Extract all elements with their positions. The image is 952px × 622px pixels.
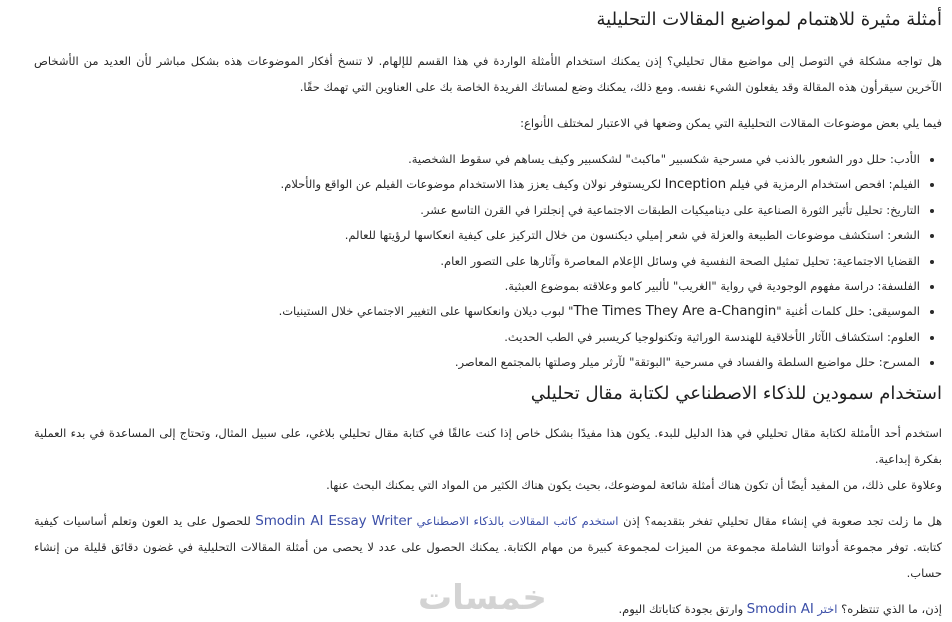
paragraph-text: وارتق بجودة كتاباتك اليوم. — [618, 601, 747, 616]
section-heading-examples: أمثلة مثيرة للاهتمام لمواضيع المقالات التحليلية — [596, 9, 942, 30]
list-item: • التاريخ: تحليل تأثير الثورة الصناعية على ديناميكيات الطبقات الاجتماعية في إنجلترا في القرن التاسع عشر. — [34, 198, 920, 223]
item-text: لكريستوفر نولان وكيف يعزز هذا الاستخدام موضوعات الفيلم عن الواقع والأحلام. — [280, 177, 665, 192]
list-item: • الأدب: حلل دور الشعور بالذنب في مسرحية شكسبير "ماكبث" لشكسبير وكيف يساهم في سقوط الشخصية. — [34, 147, 920, 172]
list-lead-paragraph: فيما يلي بعض موضوعات المقالات التحليلية التي يمكن وضعها في الاعتبار لمختلف الأنواع: — [520, 116, 942, 130]
list-item — [34, 299, 920, 324]
smodin-ai-link-english[interactable]: Smodin AI — [746, 600, 814, 617]
essay-writer-link[interactable] — [255, 514, 618, 528]
list-item: • المسرح: حلل مواضيع السلطة والفساد في مسرحية "البوتقة" لآرثر ميلر وصلتها بالمجتمع المعاصر. — [34, 350, 920, 375]
topic-list — [34, 147, 942, 376]
body-paragraph: وعلاوة على ذلك، من المفيد أيضًا أن تكون هناك أمثلة شائعة لموضوعك، بحيث يكون هناك الكثير من المواد التي يمكنك البحث عنها. — [326, 477, 942, 492]
smodin-ai-link-arabic[interactable]: اختر — [817, 601, 838, 616]
item-text: الموسيقى: حلل كلمات أغنية " — [776, 304, 920, 319]
list-item: • العلوم: استكشاف الآثار الأخلاقية للهندسة الوراثية وتكنولوجيا كريسبر في الطب الحديث. — [34, 325, 920, 350]
item-english-title: Inception — [664, 176, 727, 193]
essay-writer-link-english[interactable]: Smodin AI Essay Writer — [255, 512, 412, 529]
watermark-logo: خمسات — [418, 578, 547, 618]
list-item — [34, 172, 920, 197]
item-english-title: The Times They Are a-Changin — [573, 303, 777, 320]
item-text: الفيلم: افحص استخدام الرمزية في فيلم — [726, 177, 920, 192]
smodin-ai-link[interactable] — [747, 602, 838, 616]
body-paragraph — [34, 508, 942, 586]
paragraph-text: إذن، ما الذي تنتظره؟ — [837, 601, 942, 616]
intro-paragraph: هل تواجه مشكلة في التوصل إلى مواضيع مقال تحليلي؟ إذن يمكنك استخدام الأمثلة الواردة في هذا القسم للإلهام. لا تنسخ أفكار الموضوعات هذه بشكل مباشر لأن العديد من الأشخاص الآخرين سيقرأون هذه المقالة وقد يفعلون الشيء نفسه. ومع ذلك، يمكنك وضع لمساتك الفريدة الخاصة بك على العناوين التي تهمك حقًا. — [34, 54, 942, 94]
list-item: • القضايا الاجتماعية: تحليل تمثيل الصحة النفسية في وسائل الإعلام المعاصرة وآثارها على التصور العام. — [34, 249, 920, 274]
paragraph-text: هل ما زلت تجد صعوبة في إنشاء مقال تحليلي تفخر بتقديمه؟ إذن — [618, 513, 943, 528]
paragraph-text: للحصول على يد العون وتعلم أساسيات كيفية كتابته. توفر مجموعة أدواتنا الشاملة مجموعة من الميزات لمجموعة كبيرة من مهام الكتابة. يمكنك الحصول على عدد لا يحصى من أمثلة المقالات التحليلية في غضون دقائق قليلة من إنشاء حساب. — [34, 513, 942, 580]
list-item: • الفلسفة: دراسة مفهوم الوجودية في رواية "الغريب" لألبير كامو وعلاقته بموضوع العبثية. — [34, 274, 920, 299]
list-item: • الشعر: استكشف موضوعات الطبيعة والعزلة في شعر إميلي ديكنسون من خلال التركيز على كيفية انعكاسها لرؤيتها للعالم. — [34, 223, 920, 248]
essay-writer-link-arabic[interactable]: استخدم كاتب المقالات بالذكاء الاصطناعي — [416, 513, 619, 528]
section-heading-smodin: استخدام سمودين للذكاء الاصطناعي لكتابة مقال تحليلي — [530, 382, 942, 404]
body-paragraph: استخدم أحد الأمثلة لكتابة مقال تحليلي في هذا الدليل للبدء. يكون هذا مفيدًا بشكل خاص إذا كنت عالقًا في كتابة مقال تحليلي بلاغي، على سبيل المثال، وتحتاج إلى المساعدة في بدء العملية بفكرة إبداعية. — [34, 425, 942, 466]
item-text: " لبوب ديلان وانعكاسها على التغيير الاجتماعي خلال الستينيات. — [278, 304, 574, 319]
